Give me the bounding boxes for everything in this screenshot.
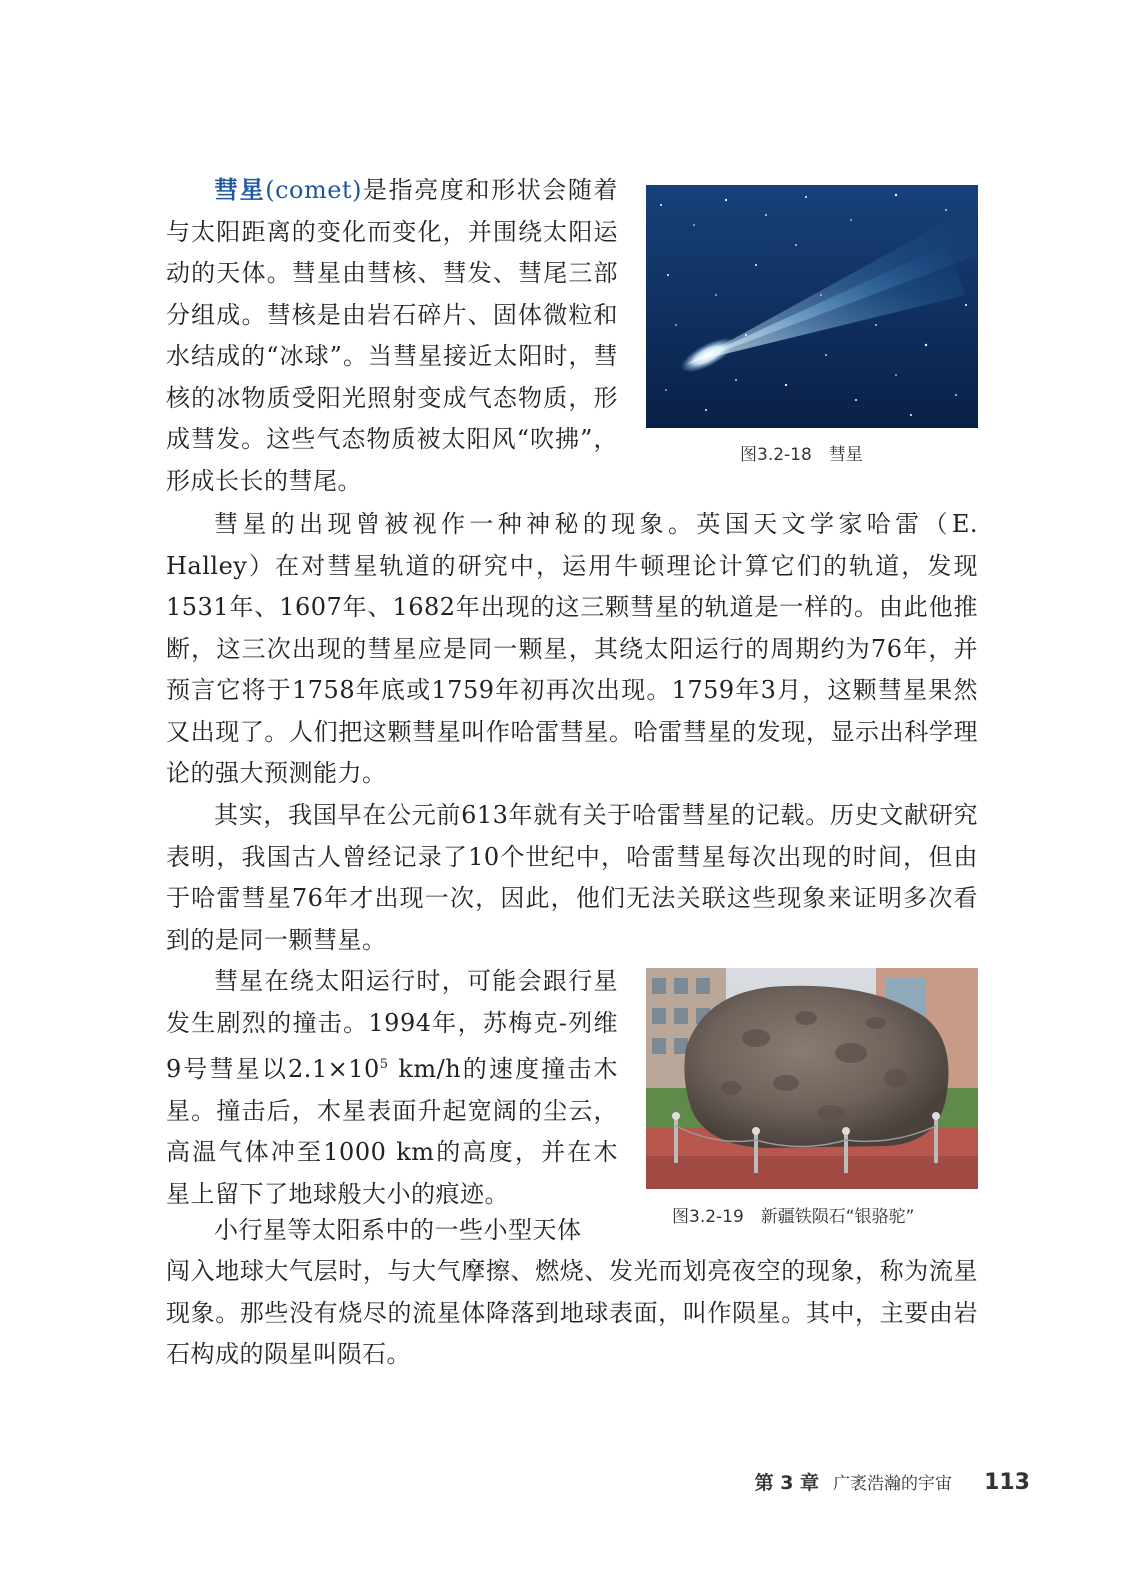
chapter-title: 广袤浩瀚的宇宙	[833, 1474, 953, 1494]
comet-photo	[646, 185, 978, 428]
term-comet-english: (comet)	[265, 176, 362, 204]
figure-18-caption: 图3.2-18 彗星	[740, 445, 863, 465]
paragraph-meteor-part1: 小行星等太阳系中的一些小型天体	[214, 1216, 582, 1244]
page-number: 113	[984, 1470, 1030, 1495]
paragraph-shoemaker-levy	[166, 961, 618, 1215]
term-comet: 彗星	[214, 176, 266, 204]
figure-19-caption: 图3.2-19 新疆铁陨石“银骆驼”	[672, 1207, 915, 1227]
paragraph-meteor-part2: 闯入地球大气层时，与大气摩擦、燃烧、发光而划亮夜空的现象，称为流星现象。那些没有烧尽的流星体降落到地球表面，叫作陨星。其中，主要由岩石构成的陨星叫陨石。	[166, 1257, 978, 1368]
paragraph-shoemaker-levy-part1: 彗星在绕太阳运行时，可能会跟行星发生剧烈的撞击。1994年，苏梅克-列维9号彗星以2.1×10	[166, 967, 618, 1083]
paragraph-comet-definition	[166, 170, 618, 502]
page-footer	[755, 1468, 1030, 1495]
paragraph-halley: 彗星的出现曾被视作一种神秘的现象。英国天文学家哈雷（E. Halley）在对彗星轨道的研究中，运用牛顿理论计算它们的轨道，发现1531年、1607年、1682年出现的这三颗彗星的轨道是一样的。由此他推断，这三次出现的彗星应是同一颗星，其绕太阳运行的周期约为76年，并预言它将于1758年底或1759年初再次出现。1759年3月，这颗彗星果然又出现了。人们把这颗彗星叫作哈雷彗星。哈雷彗星的发现，显示出科学理论的强大预测能力。	[166, 510, 978, 787]
paragraph-comet-definition-text: 是指亮度和形状会随着与太阳距离的变化而变化，并围绕太阳运动的天体。彗星由彗核、彗发、彗尾三部分组成。彗核是由岩石碎片、固体微粒和水结成的“冰球”。当彗星接近太阳时，彗核的冰物质受阳光照射变成气态物质，形成彗发。这些气态物质被太阳风“吹拂”，形成长长的彗尾。	[166, 176, 619, 495]
paragraph-chinese-records: 其实，我国早在公元前613年就有关于哈雷彗星的记载。历史文献研究表明，我国古人曾经记录了10个世纪中，哈雷彗星每次出现的时间，但由于哈雷彗星76年才出现一次，因此，他们无法关联这些现象来证明多次看到的是同一颗彗星。	[166, 801, 978, 954]
paragraph-shoemaker-levy-part2: km/h的速度撞击木星。撞击后，木星表面升起宽阔的尘云，高温气体冲至1000 km的高度，并在木星上留下了地球般大小的痕迹。	[166, 1055, 618, 1208]
chapter-label: 第 3 章	[754, 1472, 820, 1494]
iron-meteorite-photo	[646, 968, 978, 1189]
exponent: 5	[379, 1057, 389, 1072]
